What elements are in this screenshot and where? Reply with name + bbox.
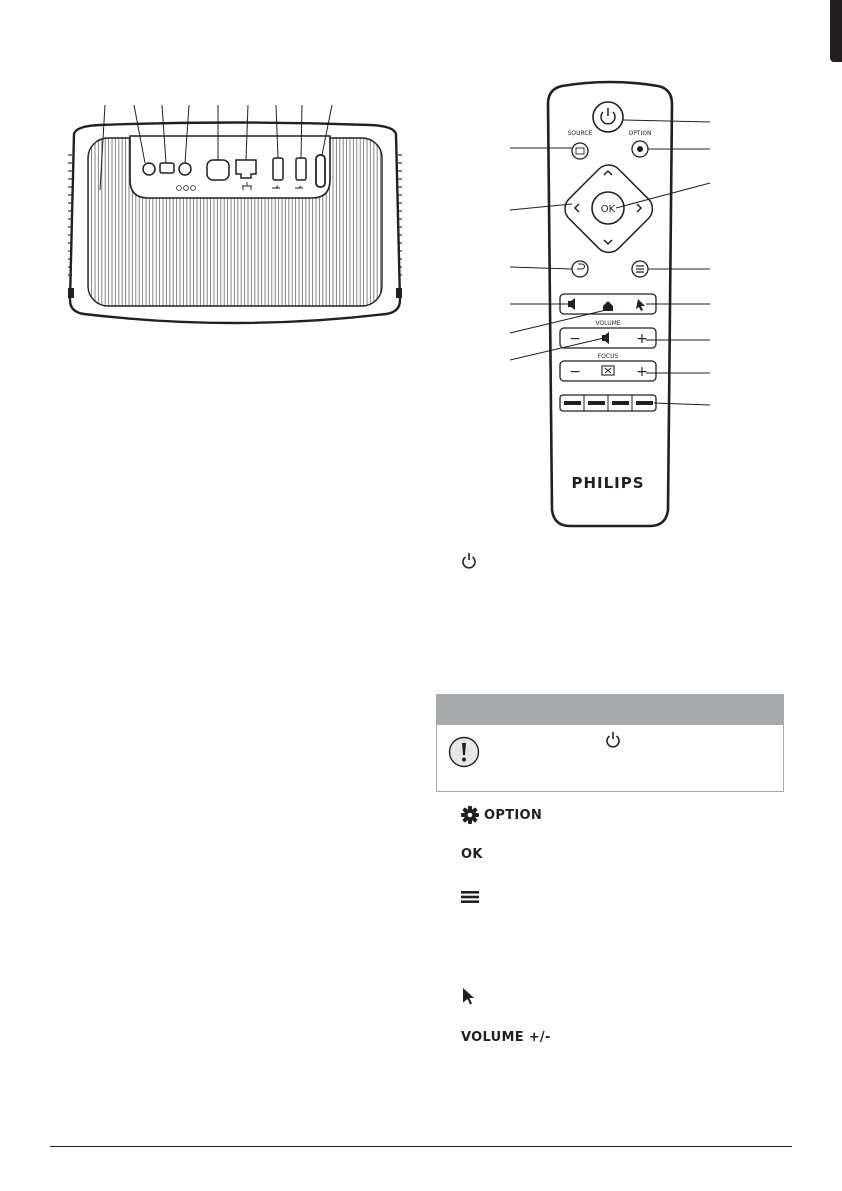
focus-plus[interactable]: +: [636, 364, 648, 380]
warning-icon: [447, 735, 481, 769]
hdmi-port: [316, 155, 325, 187]
volume-label: VOLUME: [595, 320, 621, 327]
footer-rule: [50, 1146, 792, 1147]
volume-minus[interactable]: −: [569, 331, 581, 347]
notice-power-icon: [605, 731, 621, 749]
option-label: OPTION: [628, 130, 652, 137]
power-icon: [461, 552, 477, 570]
usb-port-2: [296, 158, 306, 180]
usb-port-1: [273, 158, 283, 180]
right-foot: [396, 288, 402, 298]
remote-illustration: [500, 80, 720, 530]
audio-jack: [179, 163, 191, 175]
ir-sensor: [143, 163, 155, 175]
notice-box: [436, 694, 784, 792]
projector-rear-illustration: [60, 100, 410, 335]
gear-icon: [461, 806, 479, 824]
remote-power-button[interactable]: [593, 102, 623, 132]
dc-in-port: [207, 160, 229, 180]
notice-header: [437, 695, 783, 725]
ok-label: OK: [600, 204, 616, 215]
cursor-icon: [462, 987, 476, 1005]
mini-usb-port: [160, 163, 174, 173]
focus-label: FOCUS: [597, 353, 619, 360]
corner-tab: [830, 0, 842, 62]
volume-plus[interactable]: +: [636, 331, 648, 347]
left-foot: [68, 288, 74, 298]
menu-icon: [461, 890, 479, 904]
option-legend-label: OPTION: [484, 808, 543, 823]
focus-minus[interactable]: −: [569, 364, 581, 380]
brand-logo: PHILIPS: [571, 474, 645, 492]
source-label: SOURCE: [567, 130, 593, 137]
volume-legend-label: VOLUME +/-: [461, 1030, 551, 1045]
source-button[interactable]: [572, 143, 588, 159]
ok-legend-label: OK: [461, 847, 483, 862]
